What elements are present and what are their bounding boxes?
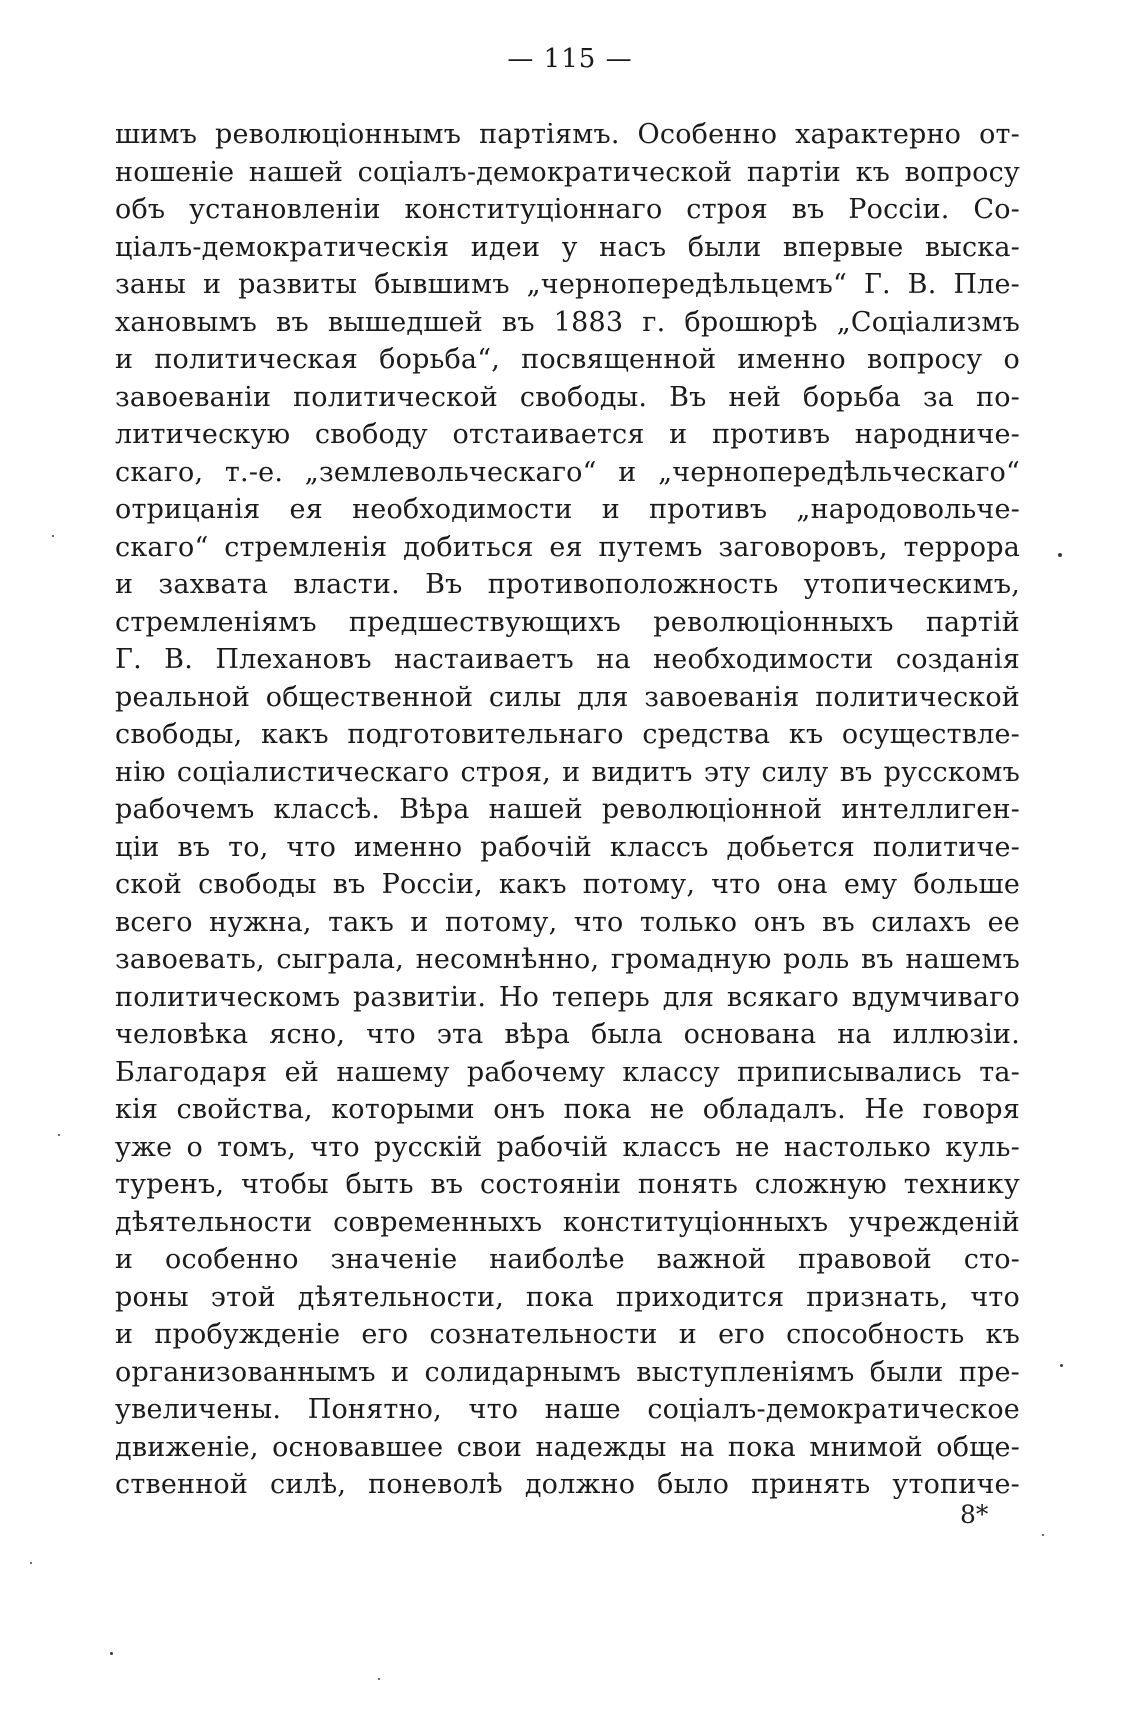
text-line: отрицанія ея необходимости и противъ „народовольче- [115, 494, 1020, 525]
text-line: всего нужна, такъ и потому, что только онъ въ силахъ ее [115, 906, 1020, 938]
text-line: ственной силѣ, поневолѣ должно было принять утопиче- [115, 1469, 1020, 1500]
text-line: шимъ революціоннымъ партіямъ. Особенно характерно от- [115, 119, 1020, 150]
text-line: кія свойства, которыми онъ пока не обладалъ. Не говоря [115, 1094, 1020, 1125]
text-line: ціи въ то, что именно рабочій классъ добьется политиче- [115, 831, 1020, 863]
scan-speck [58, 1134, 60, 1136]
body-text [115, 116, 1020, 1504]
scan-speck [52, 535, 54, 537]
text-line: ціалъ-демократическія идеи у насъ были впервые выска- [115, 231, 1020, 263]
text-line: нію соціалистическаго строя, и видитъ эту силу въ русскомъ [115, 756, 1020, 788]
text-line: литическую свободу отстаивается и противъ народниче- [115, 419, 1020, 450]
text-line: Благодаря ей нашему рабочему классу приписывались та- [115, 1056, 1020, 1088]
text-line: человѣка ясно, что эта вѣра была основана на иллюзіи. [115, 1019, 1020, 1050]
text-line: и захвата власти. Въ противоположность утопическимъ, [115, 569, 1020, 600]
text-line: завоеваніи политической свободы. Въ ней борьба за по- [115, 381, 1020, 413]
text-line: скаго“ стремленія добиться ея путемъ заговоровъ, террора [115, 531, 1020, 563]
text-line: организованнымъ и солидарнымъ выступленіямъ были пре- [115, 1356, 1020, 1388]
text-line: стремленіямъ предшествующихъ революціонныхъ партій [115, 606, 1020, 638]
text-line: и пробужденіе его сознательности и его способность къ [115, 1319, 1020, 1350]
text-line: завоевать, сыграла, несомнѣнно, громадную роль въ нашемъ [115, 944, 1020, 975]
text-line: хановымъ въ вышедшей въ 1883 г. брошюрѣ „Соціализмъ [115, 306, 1020, 338]
text-line: туренъ, чтобы быть въ состояніи понять сложную технику [115, 1169, 1020, 1200]
text-line: реальной общественной силы для завоеванія политической [115, 681, 1020, 713]
text-line: заны и развиты бывшимъ „чернопередѣльцемъ“ Г. В. Пле- [115, 269, 1020, 300]
text-line: ношеніе нашей соціалъ-демократической партіи къ вопросу [115, 156, 1020, 188]
text-line: роны этой дѣятельности, пока приходится признать, что [115, 1281, 1020, 1313]
text-line: скаго, т.-е. „землевольческаго“ и „чернопередѣльческаго“ [115, 456, 1020, 488]
signature-mark: 8* [960, 1500, 989, 1529]
text-line: Г. В. Плехановъ настаиваетъ на необходимости созданія [115, 644, 1020, 675]
text-line: движеніе, основавшее свои надежды на пока мнимой обще- [115, 1431, 1020, 1463]
scan-speck [30, 1562, 32, 1564]
scan-speck [378, 1678, 380, 1680]
text-line: и особенно значеніе наиболѣе важной правовой сто- [115, 1244, 1020, 1275]
scan-speck [1058, 553, 1062, 557]
text-line: ской свободы въ Россіи, какъ потому, что она ему больше [115, 869, 1020, 900]
scan-speck [1042, 1534, 1044, 1536]
text-line: увеличены. Понятно, что наше соціалъ-демократическое [115, 1394, 1020, 1425]
page-number: — 115 — [507, 44, 633, 74]
text-line: политическомъ развитіи. Но теперь для всякаго вдумчиваго [115, 981, 1020, 1013]
text-line: свободы, какъ подготовительнаго средства къ осуществле- [115, 719, 1020, 750]
text-line: дѣятельности современныхъ конституціонныхъ учрежденій [115, 1206, 1020, 1238]
text-line: рабочемъ классѣ. Вѣра нашей революціонной интеллиген- [115, 794, 1020, 825]
scan-speck [1060, 1364, 1063, 1367]
text-line: объ установленіи конституціоннаго строя въ Россіи. Со- [115, 194, 1020, 225]
text-line: уже о томъ, что русскій рабочій классъ не настолько куль- [115, 1131, 1020, 1163]
text-line: и политическая борьба“, посвященной именно вопросу о [115, 344, 1020, 375]
scan-speck [110, 1652, 113, 1655]
